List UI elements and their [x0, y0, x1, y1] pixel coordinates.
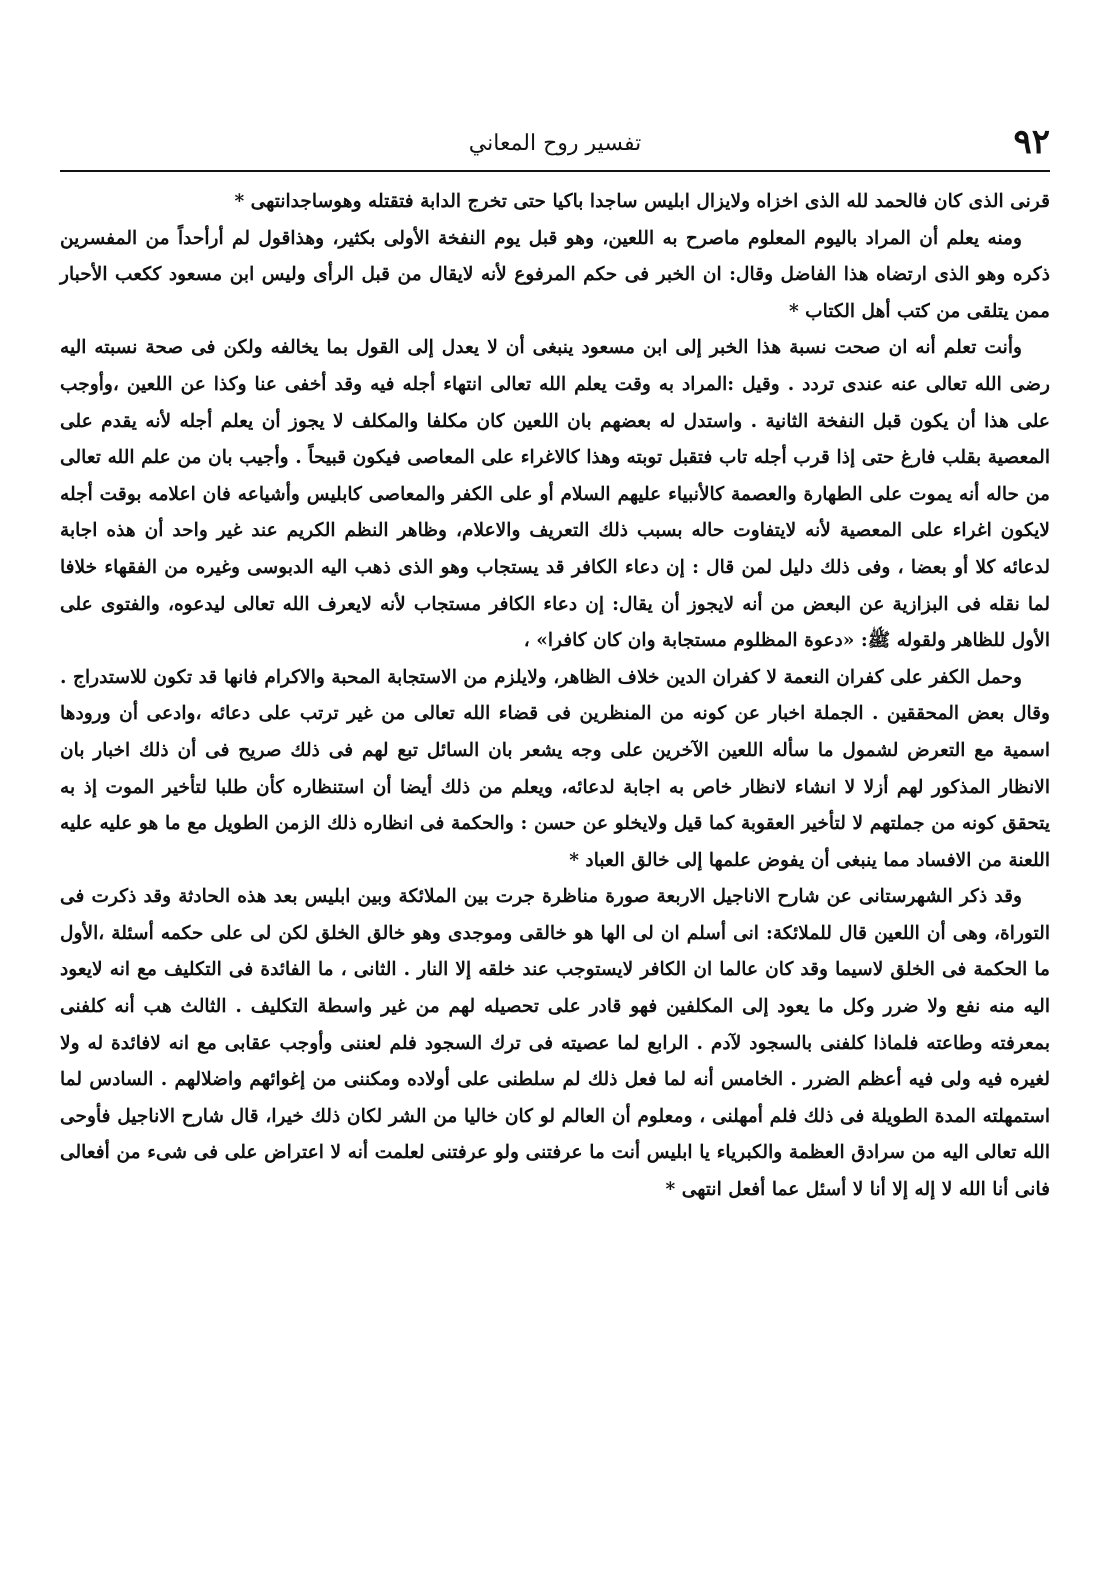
- book-page: [60, 118, 1050, 1209]
- paragraph: وأنت تعلم أنه ان صحت نسبة هذا الخبر إلى ابن مسعود ينبغى أن لا يعدل إلى القول بما يخالفه ولكن فى صحة نسبته اليه رضى الله تعالى عنه عندى تردد . وقيل :المراد به وقت يعلم الله تعالى انتهاء أجله فيه وقد أخفى عنا وكذا عن اللعين ،وأوجب على هذا أن يكون قبل النفخة الثانية . واستدل له بعضهم بان اللعين كان مكلفا والمكلف لا يجوز أن يعلم أجله لأنه يقدم على المعصية بقلب فارغ حتى إذا قرب أجله تاب فتقبل توبته وهذا كالاغراء على المعاصى فيكون قبيحاً . وأجيب بان من علم الله تعالى من حاله أنه يموت على الطهارة والعصمة كالأنبياء عليهم السلام أو على الكفر والمعاصى كابليس وأشياعه فان اعلامه بوقت أجله لايكون اغراء على المعصية لأنه لايتفاوت حاله بسبب ذلك التعريف والاعلام، وظاهر النظم الكريم عند غير واحد أن هذه اجابة لدعائه كلا أو بعضا ، وفى ذلك دليل لمن قال : إن دعاء الكافر قد يستجاب وهو الذى ذهب اليه الدبوسى وغيره من الفقهاء خلافا لما نقله فى البزازية عن البعض من أنه لايجوز أن يقال: إن دعاء الكافر مستجاب لأنه لايعرف الله تعالى ليدعوه، والفتوى على الأول للظاهر ولقوله ﷺ: «دعوة المظلوم مستجابة وان كان كافرا» ،: [60, 337, 1050, 652]
- paragraph: ومنه يعلم أن المراد باليوم المعلوم ماصرح به اللعين، وهو قبل يوم النفخة الأولى بكثير، وهذاقول لم أرأحداً من المفسرين ذكره وهو الذى ارتضاه هذا الفاضل وقال: ان الخبر فى حكم المرفوع لأنه لايقال من قبل الرأى وليس ابن مسعود ككعب الأحبار ممن يتلقى من كتب أهل الكتاب *: [60, 227, 1050, 322]
- page-number: ٩٢: [1013, 122, 1050, 162]
- running-title: تفسير روح المعاني: [468, 131, 642, 156]
- page-header: [60, 118, 1050, 172]
- paragraph: وقد ذكر الشهرستانى عن شارح الاناجيل الاربعة صورة مناظرة جرت بين الملائكة وبين ابليس بعد هذه الحادثة وقد ذكرت فى التوراة، وهى أن اللعين قال للملائكة: انى أسلم ان لى الها هو خالقى وموجدى وهو خالق الخلق لكن لى على حكمه أسئلة ،الأول ما الحكمة فى الخلق لاسيما وقد كان عالما ان الكافر لايستوجب عند خلقه إلا النار . الثانى ، ما الفائدة فى التكليف مع انه لايعود اليه منه نفع ولا ضرر وكل ما يعود إلى المكلفين فهو قادر على تحصيله لهم من غير واسطة التكليف . الثالث هب أنه كلفنى بمعرفته وطاعته فلماذا كلفنى بالسجود لآدم . الرابع لما عصيته فى ترك السجود فلم لعننى وأوجب عقابى مع انه لافائدة له ولا لغيره فيه ولى فيه أعظم الضرر . الخامس أنه لما فعل ذلك لم سلطنى على أولاده ومكننى من إغوائهم واضلالهم . السادس لما استمهلته المدة الطويلة فى ذلك فلم أمهلنى ، ومعلوم أن العالم لو كان خاليا من الشر لكان ذلك خيرا، قال شارح الاناجيل فأوحى الله تعالى اليه من سرادق العظمة والكبرياء يا ابليس أنت ما عرفتنى ولو عرفتنى لعلمت أنه لا اعتراض على فى شىء من أفعالى فانى أنا الله لا إله إلا أنا لا أسئل عما أفعل انتهى *: [60, 886, 1050, 1201]
- paragraph: وحمل الكفر على كفران النعمة لا كفران الدين خلاف الظاهر، ولايلزم من الاستجابة المحبة والاكرام فانها قد تكون للاستدراج . وقال بعض المحققين . الجملة اخبار عن كونه من المنظرين فى قضاء الله تعالى من غير ترتب على دعائه ،وادعى أن ورودها اسمية مع التعرض لشمول ما سأله اللعين الآخرين على وجه يشعر بان السائل تبع لهم فى ذلك صريح فى أن ذلك اخبار بان الانظار المذكور لهم أزلا لا انشاء لانظار خاص به اجابة لدعائه، ويعلم من ذلك أيضا أن استنظاره كأن طلبا لتأخير الموت إذ به يتحقق كونه من جملتهم لا لتأخير العقوبة كما قيل ولايخلو عن حسن : والحكمة فى انظاره ذلك الزمن الطويل مع ما هو عليه عليه اللعنة من الافساد مما ينبغى أن يفوض علمها إلى خالق العباد *: [60, 666, 1050, 871]
- page-body: [60, 184, 1050, 1209]
- paragraph: قرنى الذى كان فالحمد لله الذى اخزاه ولايزال ابليس ساجدا باكيا حتى تخرج الدابة فتقتله وهوساجدانتهى *: [234, 191, 1050, 212]
